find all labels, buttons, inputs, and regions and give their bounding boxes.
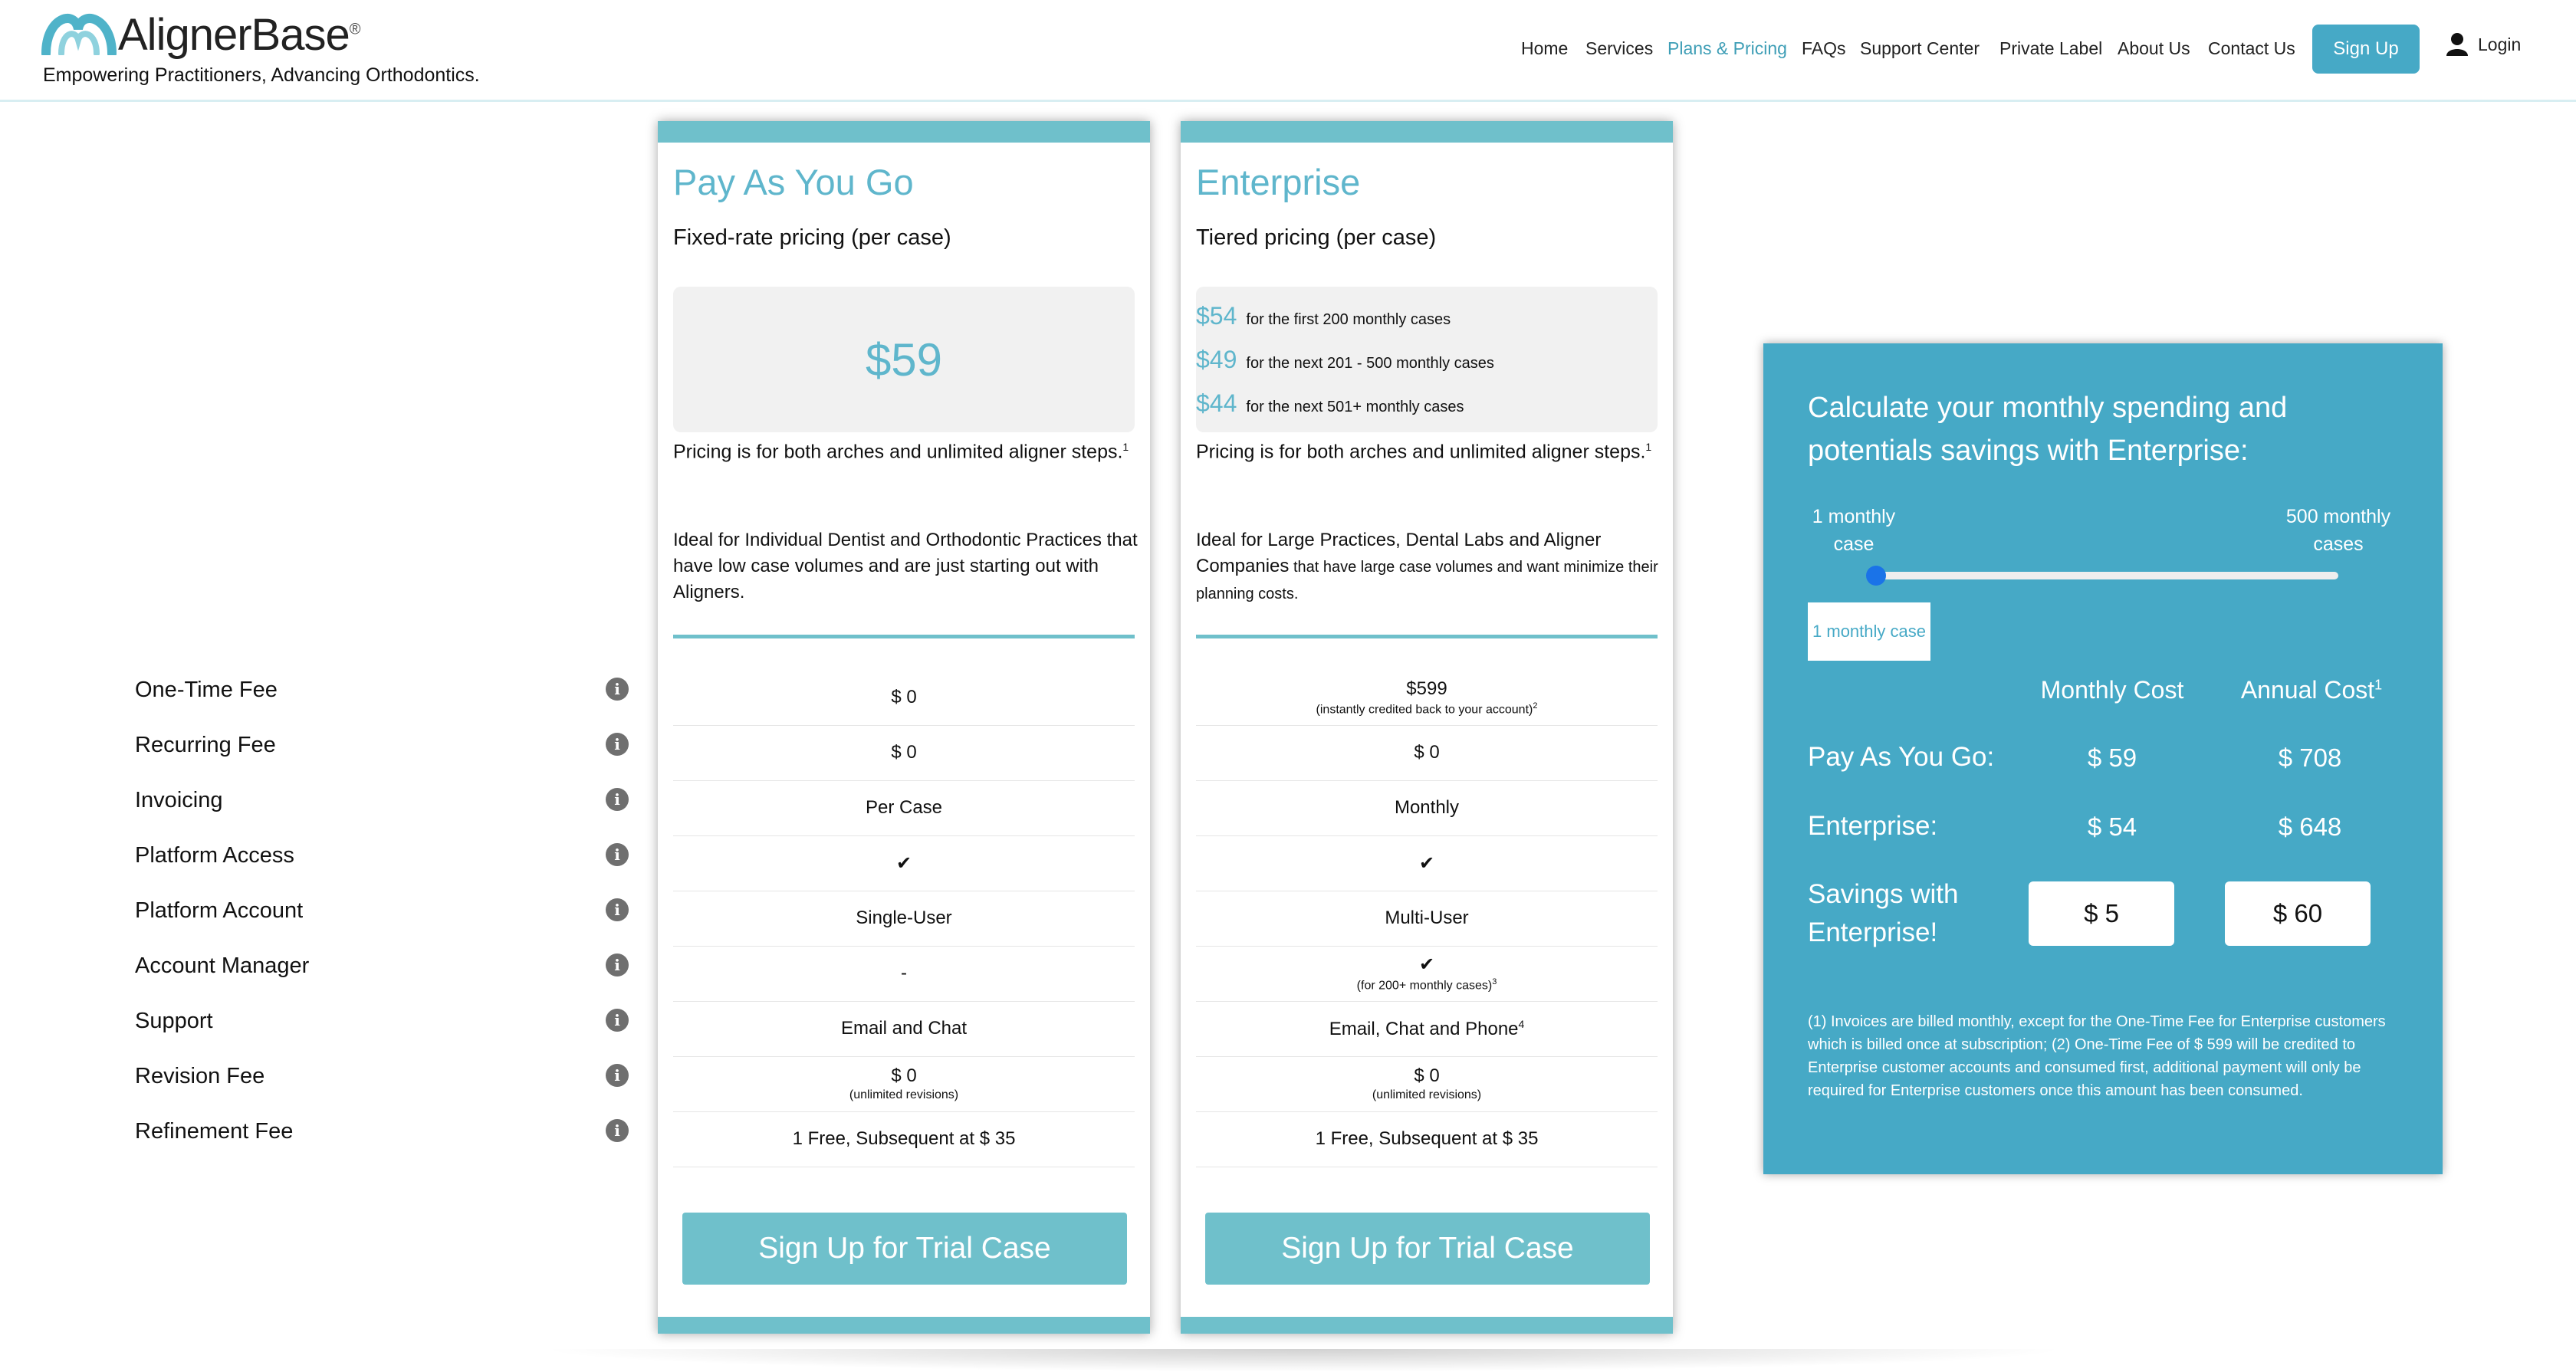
feature-support: Support	[135, 1009, 213, 1033]
cell-recurring-fee: $ 0	[1196, 725, 1658, 781]
card-bottom-bar	[658, 1317, 1150, 1334]
slider-value-display: 1 monthly case	[1808, 602, 1930, 661]
payg-monthly-cost: $ 59	[2087, 743, 2137, 772]
aligner-logo-icon	[41, 6, 117, 55]
checkmark-icon: ✔	[1418, 954, 1435, 976]
login-link[interactable]	[2446, 32, 2521, 57]
cell-support: Email, Chat and Phone$^4$	[1196, 1001, 1658, 1057]
signup-trial-button[interactable]: Sign Up for Trial Case	[682, 1213, 1127, 1285]
feature-platform-access: Platform Access	[135, 843, 294, 868]
case-slider-track[interactable]	[1875, 572, 2338, 579]
tier-row: $44 for the next 501+ monthly cases	[1196, 389, 1464, 417]
plan-ideal-text: Ideal for Individual Dentist and Orthodontic Practices that have low case volumes and are just starting out with Aligners.	[673, 530, 1138, 602]
feature-account-manager: Account Manager	[135, 954, 310, 978]
savings-annual: $ 60	[2225, 881, 2371, 946]
slider-min-label: 1 monthly case	[1812, 506, 1896, 555]
feature-revision-fee: Revision Fee	[135, 1064, 265, 1088]
plan-divider	[673, 635, 1135, 638]
nav-private-label[interactable]: Private Label	[1999, 38, 2103, 58]
enterprise-monthly-cost: $ 54	[2087, 812, 2137, 841]
annual-cost-header: Annual Cost$^1$	[2240, 676, 2383, 704]
cell-platform-account: Single-User	[673, 891, 1135, 947]
savings-row-label: Savings with Enterprise!	[1808, 879, 1959, 947]
cell-support: Email and Chat	[673, 1001, 1135, 1057]
plan-title: Enterprise	[1196, 162, 1361, 202]
info-icon[interactable]: i	[606, 954, 629, 976]
cell-platform-account: Multi-User	[1196, 891, 1658, 947]
feature-one-time-fee: One-Time Fee	[135, 678, 278, 702]
savings-calculator	[1763, 343, 2443, 1174]
plan-card-enterprise	[1181, 121, 1673, 1334]
info-icon[interactable]: i	[606, 788, 629, 811]
info-icon[interactable]: i	[606, 1064, 629, 1087]
cell-revision-fee: $ 0 (unlimited revisions)	[1196, 1056, 1658, 1112]
nav-faqs[interactable]: FAQs	[1802, 38, 1846, 58]
plan-note: Pricing is for both arches and unlimited aligner steps.$^1$	[673, 441, 1129, 463]
plan-note: Pricing is for both arches and unlimited aligner steps.$^1$	[1196, 441, 1652, 463]
monthly-cost-header: Monthly Cost	[2040, 676, 2184, 704]
checkmark-icon: ✔	[1418, 852, 1435, 874]
tier-row: $54 for the first 200 monthly cases	[1196, 302, 1451, 330]
price-box	[673, 287, 1135, 432]
user-icon	[2446, 32, 2469, 57]
bottom-shadow	[537, 1349, 2070, 1372]
plan-title: Pay As You Go	[673, 162, 914, 202]
feature-invoicing: Invoicing	[135, 788, 223, 812]
slider-max-label: 500 monthly cases	[2285, 506, 2391, 555]
plan-ideal-text: Ideal for Large Practices, Dental Labs and Aligner Companies that have large case volumes and want minimize their planning costs.	[1196, 530, 1658, 602]
plan-subtitle: Fixed-rate pricing (per case)	[673, 225, 951, 250]
info-icon[interactable]: i	[606, 678, 629, 701]
feature-platform-account: Platform Account	[135, 898, 304, 923]
savings-monthly: $ 5	[2029, 881, 2174, 946]
cell-one-time-fee: $ 0	[673, 670, 1135, 726]
cell-platform-access	[673, 835, 1135, 891]
cell-recurring-fee: $ 0	[673, 725, 1135, 781]
enterprise-annual-cost: $ 648	[2278, 812, 2342, 841]
card-top-bar	[658, 121, 1150, 143]
info-icon[interactable]: i	[606, 843, 629, 866]
payg-row-label: Pay As You Go:	[1808, 742, 1995, 772]
card-top-bar	[1181, 121, 1673, 143]
enterprise-row-label: Enterprise:	[1808, 811, 1938, 841]
plan-divider	[1196, 635, 1658, 638]
brand-name: AlignerBase®	[118, 10, 360, 60]
cell-refinement-fee: 1 Free, Subsequent at $ 35	[1196, 1111, 1658, 1167]
cell-revision-fee: $ 0 (unlimited revisions)	[673, 1056, 1135, 1112]
nav-plans-pricing[interactable]: Plans & Pricing	[1668, 38, 1787, 58]
signup-trial-button[interactable]: Sign Up for Trial Case	[1205, 1213, 1650, 1285]
cell-one-time-fee: $599 (instantly credited back to your account)$^2$	[1196, 670, 1658, 726]
info-icon[interactable]: i	[606, 1009, 629, 1032]
info-icon[interactable]: i	[606, 733, 629, 756]
calculator-title: Calculate your monthly spending and potentials savings with Enterprise:	[1808, 392, 2288, 467]
nav-contact-us[interactable]: Contact Us	[2208, 38, 2295, 58]
cell-account-manager: ✔ (for 200+ monthly cases)$^3$	[1196, 946, 1658, 1002]
calculator-footnote: (1) Invoices are billed monthly, except for the One-Time Fee for Enterprise customers which is billed once at subscription; (2) One-Time Fee of $ 599 will be credited to Enterprise customer accounts and consumed first, additional payment will only be required for Enterprise customers once this amount has been consumed.	[1808, 1013, 2386, 1099]
nav-support-center[interactable]: Support Center	[1860, 38, 1980, 58]
cell-invoicing: Per Case	[673, 780, 1135, 836]
brand-tagline: Empowering Practitioners, Advancing Orthodontics.	[43, 64, 480, 86]
card-bottom-bar	[1181, 1317, 1673, 1334]
info-icon[interactable]: i	[606, 898, 629, 921]
nav-about-us[interactable]: About Us	[2118, 38, 2190, 58]
signup-button[interactable]: Sign Up	[2312, 25, 2420, 74]
feature-recurring-fee: Recurring Fee	[135, 733, 276, 757]
site-header	[0, 0, 2576, 102]
plan-card-pay-as-you-go	[658, 121, 1150, 1334]
cell-platform-access	[1196, 835, 1658, 891]
nav-services[interactable]: Services	[1585, 38, 1654, 58]
login-label: Login	[2478, 34, 2522, 54]
feature-refinement-fee: Refinement Fee	[135, 1119, 294, 1144]
tier-row: $49 for the next 201 - 500 monthly cases	[1196, 346, 1494, 373]
plan-price: $59	[865, 333, 943, 386]
case-slider-handle[interactable]	[1866, 566, 1886, 586]
plan-subtitle: Tiered pricing (per case)	[1196, 225, 1437, 250]
nav-home[interactable]: Home	[1521, 38, 1569, 58]
payg-annual-cost: $ 708	[2278, 743, 2342, 772]
checkmark-icon: ✔	[895, 852, 912, 874]
cell-refinement-fee: 1 Free, Subsequent at $ 35	[673, 1111, 1135, 1167]
cell-invoicing: Monthly	[1196, 780, 1658, 836]
cell-account-manager: -	[673, 946, 1135, 1002]
info-icon[interactable]: i	[606, 1119, 629, 1142]
